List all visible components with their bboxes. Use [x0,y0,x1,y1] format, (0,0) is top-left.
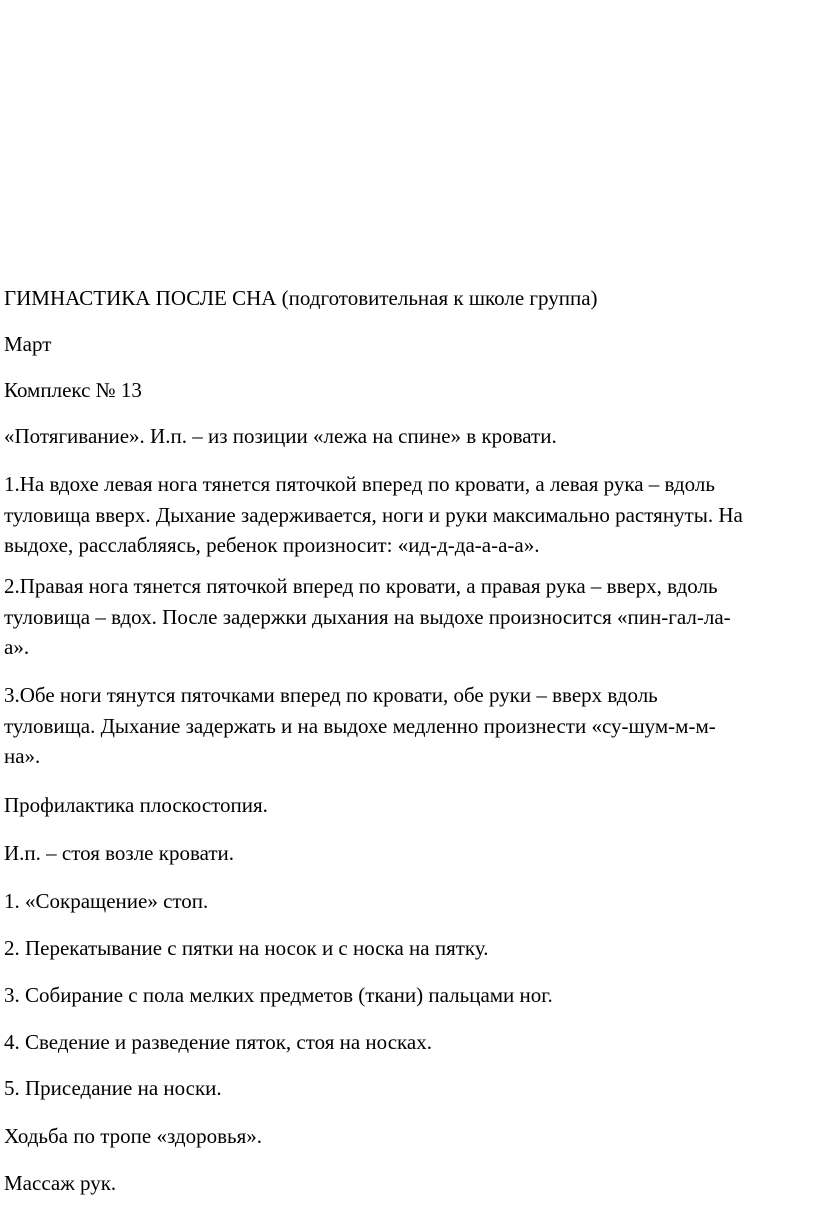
flatfoot-start-position: И.п. – стоя возле кровати. [4,841,235,865]
exercise-3-line: 3.Обе ноги тянутся пяточками вперед по кровати, обе руки – вверх вдоль [4,683,658,707]
exercise-2 [4,571,814,663]
list-item: 1. «Сокращение» стоп. [4,889,209,913]
hand-massage: Массаж рук. [4,1171,117,1195]
exercise-2-line: 2.Правая нога тянется пяточкой вперед по кровати, а правая рука – вверх, вдоль [4,574,718,598]
exercise-2-line: туловища – вдох. После задержки дыхания на выдохе произносится «пин-гал-ла- [4,604,731,629]
list-item: 3. Собирание с пола мелких предметов (ткани) пальцами ног. [4,983,553,1007]
list-item: 4. Сведение и разведение пяток, стоя на носках. [4,1030,432,1054]
exercise-3-line: на». [4,744,41,768]
exercise-1-line: 1.На вдохе левая нога тянется пяточкой вперед по кровати, а левая рука – вдоль [4,472,715,496]
exercise-1 [4,469,814,561]
exercise-1-line: туловища вверх. Дыхание задерживается, ноги и руки максимально растянуты. На [4,502,743,527]
exercise-2-line: а». [4,635,30,659]
exercise-1-line: выдохе, расслабляясь, ребенок произносит: «ид-д-да-а-а-а». [4,533,540,557]
flatfoot-heading: Профилактика плоскостопия. [4,793,268,817]
health-walk: Ходьба по тропе «здоровья». [4,1124,262,1148]
exercise-3-line: туловища. Дыхание задержать и на выдохе медленно произнести «су-шум-м-м- [4,713,716,738]
list-item: 2. Перекатывание с пятки на носок и с носка на пятку. [4,936,489,960]
document-title: ГИМНАСТИКА ПОСЛЕ СНА (подготовительная к школе группа) [4,286,598,310]
month-label: Март [4,332,52,356]
stretch-intro: «Потягивание». И.п. – из позиции «лежа на спине» в кровати. [4,424,557,448]
list-item: 5. Приседание на носки. [4,1076,222,1100]
exercise-3 [4,680,814,772]
complex-number: Комплекс № 13 [4,378,142,402]
